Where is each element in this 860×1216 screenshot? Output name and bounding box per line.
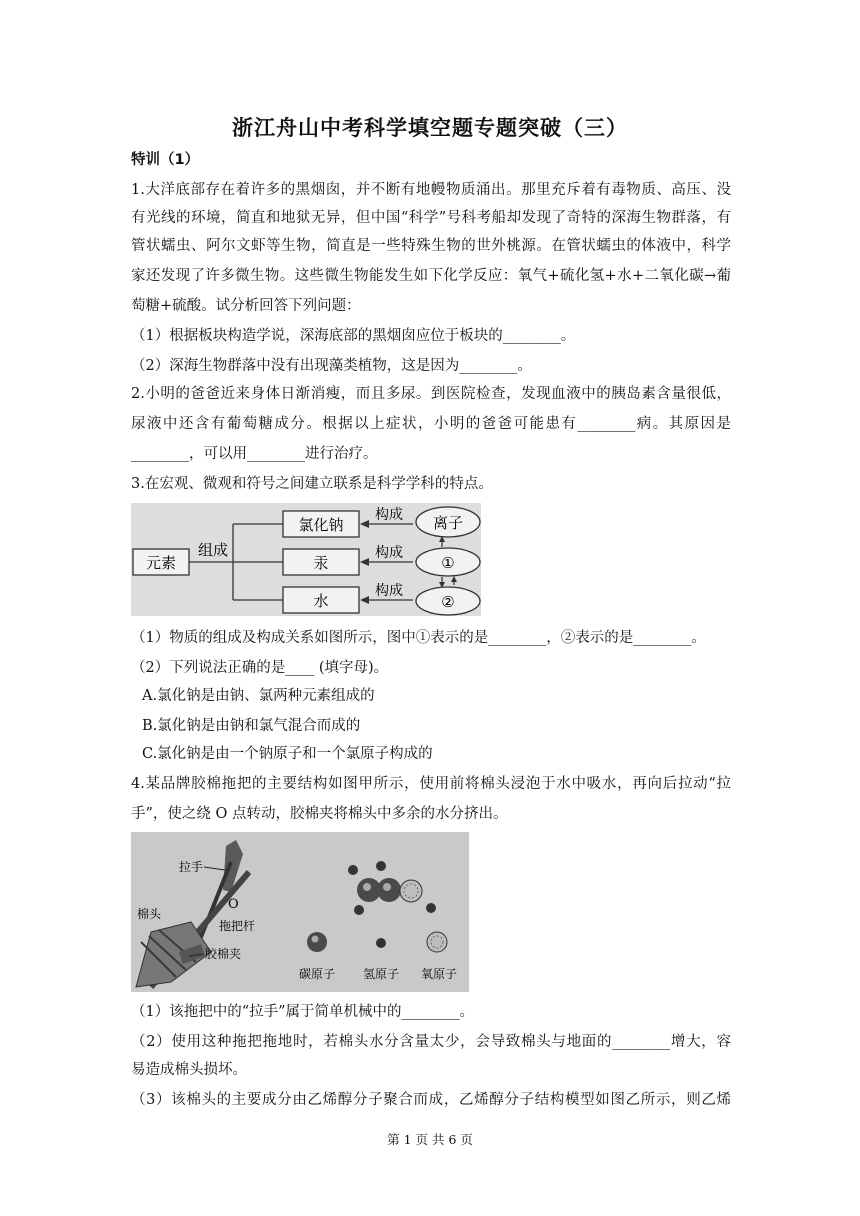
legend-oxygen: 氧原子 bbox=[420, 967, 458, 981]
diagram-particle-1: ① bbox=[441, 554, 455, 572]
q1-line: 管状蠕虫、阿尔文虾等生物，简直是一些特殊生物的世外桃源。在管状蠕虫的体液中，科学 bbox=[131, 238, 731, 254]
q4-sub2-line: 易造成棉头损坏。 bbox=[131, 1062, 247, 1078]
diagram-particle-2: ② bbox=[441, 593, 455, 611]
q1-sub1: （1）根据板块构造学说，深海底部的黑烟囱应位于板块的________。 bbox=[131, 328, 576, 344]
q3-sub2: （2）下列说法正确的是____ (填字母)。 bbox=[131, 660, 389, 676]
diagram-substance-hg: 汞 bbox=[313, 554, 329, 572]
diagram-particle-ion: 离子 bbox=[432, 514, 464, 532]
q1-line: 1.大洋底部存在着许多的黑烟囱，并不断有地幔物质涌出。那里充斥着有毒物质、高压、没 bbox=[131, 182, 731, 198]
q4-sub2-line: （2）使用这种拖把拖地时，若棉头水分含量太少，会导致棉头与地面的________增大，容 bbox=[131, 1034, 731, 1050]
page-footer: 第 1 页 共 6 页 bbox=[387, 1132, 473, 1147]
q3-option-b: B.氯化钠是由钠和氯气混合而成的 bbox=[142, 718, 361, 734]
q4-line: 手”，使之绕 O 点转动，胶棉夹将棉头中多余的水分挤出。 bbox=[131, 806, 508, 822]
q1-line: 有光线的环境，简直和地狱无异，但中国“科学”号科考船却发现了奇特的深海生物群落，有 bbox=[131, 210, 731, 226]
diagram-element: 元素 bbox=[145, 554, 177, 572]
q2-line: 尿液中还含有葡萄糖成分。根据以上症状，小明的爸爸可能患有________病。其原因是 bbox=[131, 416, 731, 432]
page-title: 浙江舟山中考科学填空题专题突破（三） bbox=[232, 116, 628, 140]
diagram-constitute: 构成 bbox=[375, 507, 403, 523]
diagram-substance-nacl: 氯化钠 bbox=[298, 516, 344, 534]
fig-label-rod: 拖把杆 bbox=[219, 919, 256, 933]
q4-sub1: （1）该拖把中的“拉手”属于简单机械中的________。 bbox=[131, 1004, 475, 1020]
diagram-constitute: 构成 bbox=[375, 545, 403, 561]
q3-option-a: A.氯化钠是由钠、氯两种元素组成的 bbox=[142, 688, 375, 704]
diagram-compose: 组成 bbox=[197, 541, 229, 559]
mop-figure bbox=[131, 832, 469, 992]
q1-line: 萄糖+硫酸。试分析回答下列问题： bbox=[131, 298, 361, 314]
q4-line: 4.某品牌胶棉拖把的主要结构如图甲所示，使用前将棉头浸泡于水中吸水，再向后拉动“拉 bbox=[131, 776, 731, 792]
diagram-constitute: 构成 bbox=[375, 583, 403, 599]
q3-sub1: （1）物质的组成及构成关系如图所示，图中①表示的是________，②表示的是________。 bbox=[131, 630, 706, 646]
composition-diagram bbox=[131, 503, 481, 616]
q1-line: 家还发现了许多微生物。这些微生物能发生如下化学反应：氧气+硫化氢+水+二氧化碳→葡 bbox=[131, 268, 731, 284]
section-heading: 特训（1） bbox=[131, 152, 200, 168]
q3-option-c: C.氯化钠是由一个钠原子和一个氯原子构成的 bbox=[142, 746, 433, 762]
fig-label-handle: 拉手 bbox=[179, 860, 204, 874]
diagram-substance-water: 水 bbox=[313, 592, 329, 610]
fig-label-pivot: O bbox=[228, 897, 239, 912]
fig-label-clip: 胶棉夹 bbox=[205, 947, 242, 961]
q2-line: ________，可以用________进行治疗。 bbox=[131, 446, 378, 462]
q1-sub2: （2）深海生物群落中没有出现藻类植物，这是因为________。 bbox=[131, 358, 532, 374]
q4-sub3: （3）该棉头的主要成分由乙烯醇分子聚合而成，乙烯醇分子结构模型如图乙所示，则乙烯 bbox=[131, 1092, 731, 1108]
q2-line: 2.小明的爸爸近来身体日渐消瘦，而且多尿。到医院检查，发现血液中的胰岛素含量很低， bbox=[131, 386, 731, 402]
q3-intro: 3.在宏观、微观和符号之间建立联系是科学学科的特点。 bbox=[131, 476, 493, 492]
legend-carbon: 碳原子 bbox=[298, 967, 336, 981]
fig-label-head: 棉头 bbox=[137, 907, 162, 921]
legend-hydrogen: 氢原子 bbox=[362, 967, 400, 981]
